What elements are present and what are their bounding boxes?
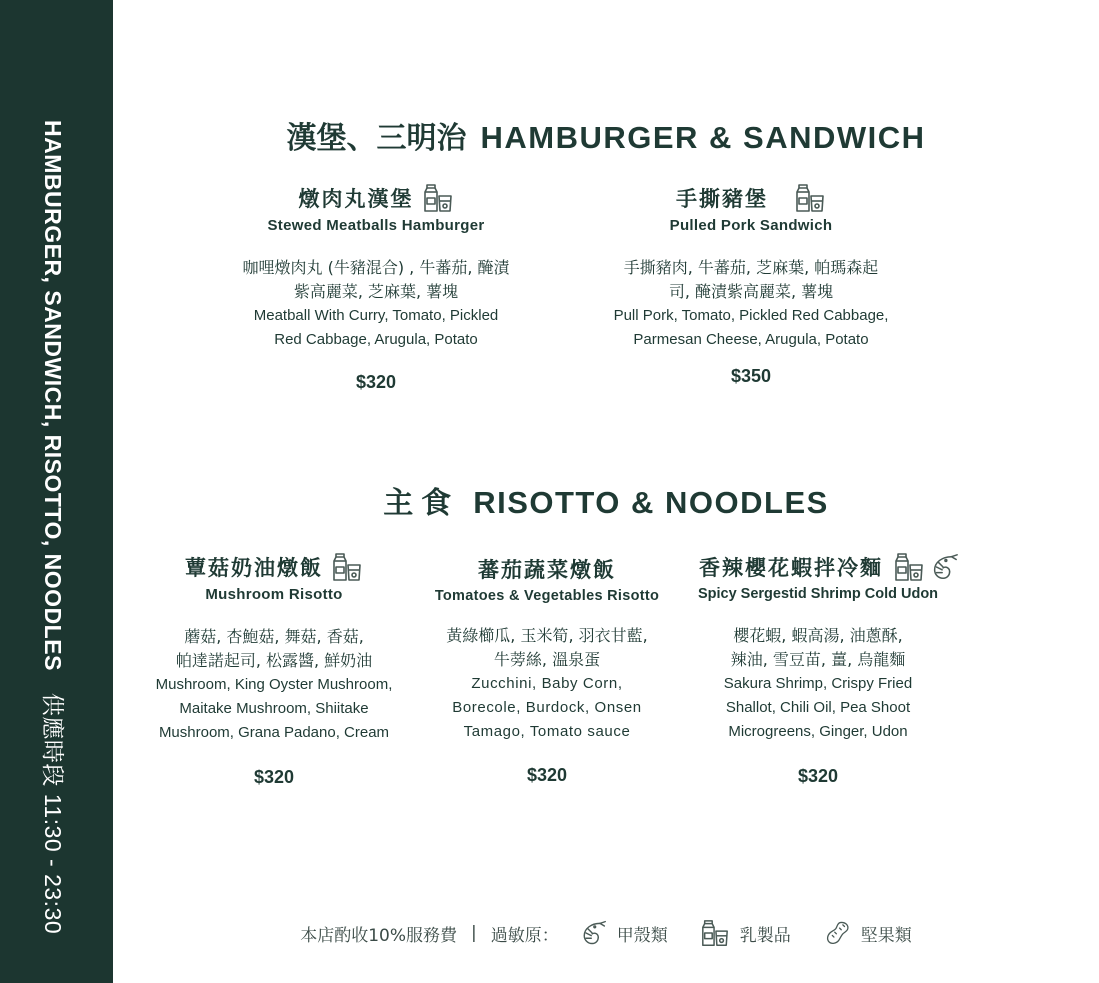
desc-line: 帕達諾起司, 松露醬, 鮮奶油 <box>175 651 373 670</box>
allergen-label: 過敏原： <box>490 925 559 946</box>
desc-line: 黃綠櫛瓜, 玉米筍, 羽衣甘藍, <box>446 626 648 645</box>
desc-line: 紫高麗菜, 芝麻葉, 薯塊 <box>293 282 459 301</box>
item-price: $320 <box>253 767 295 787</box>
item-desc-zh <box>418 624 676 672</box>
dairy-icon <box>331 551 363 583</box>
dairy-icon <box>893 551 925 583</box>
item-desc-en <box>680 672 956 744</box>
desc-line: 櫻花蝦, 蝦高湯, 油蔥酥, <box>733 626 903 645</box>
item-name-zh: 香辣櫻花蝦拌冷麵 <box>699 556 883 580</box>
desc-line: Parmesan Cheese, Arugula, Potato <box>633 331 869 348</box>
sidebar-vertical-text <box>38 120 71 934</box>
item-name-en: Stewed Meatballs Hamburger <box>267 217 485 234</box>
item-name-zh: 蕃茄蔬菜燉飯 <box>478 558 616 582</box>
section-title-risotto <box>113 478 1099 522</box>
item-price: $320 <box>526 765 568 785</box>
section-title-burger <box>113 113 1099 157</box>
desc-line: Maitake Mushroom, Shiitake <box>179 700 369 717</box>
dairy-icon <box>422 182 454 214</box>
menu-item-shrimp-udon <box>680 550 956 787</box>
allergen-legend-dairy <box>700 918 791 948</box>
dairy-icon <box>794 182 826 214</box>
item-name-en: Pulled Pork Sandwich <box>669 217 833 234</box>
service-charge-note: 本店酌收10%服務費 <box>300 925 458 946</box>
item-desc-en <box>138 673 410 745</box>
desc-line: Zucchini, Baby Corn, <box>471 675 623 692</box>
desc-line: 蘑菇, 杏鮑菇, 舞菇, 香菇, <box>184 627 364 646</box>
allergen-shellfish-label: 甲殼類 <box>616 925 668 946</box>
item-desc-en <box>418 672 676 744</box>
desc-line: Pull Pork, Tomato, Pickled Red Cabbage, <box>613 307 889 324</box>
desc-line: 司, 醃漬紫高麗菜, 薯塊 <box>668 282 834 301</box>
shellfish-icon <box>579 919 607 947</box>
desc-line: 辣油, 雪豆苗, 薑, 烏龍麵 <box>730 650 906 669</box>
allergen-dairy-label: 乳製品 <box>739 925 791 946</box>
item-name-en: Spicy Sergestid Shrimp Cold Udon <box>697 586 939 602</box>
section-title-en: HAMBURGER & SANDWICH <box>480 120 926 155</box>
desc-line: Red Cabbage, Arugula, Potato <box>274 331 478 348</box>
desc-line: Sakura Shrimp, Crispy Fried <box>723 675 913 692</box>
footer <box>113 918 1099 948</box>
section-title-zh: 主食 <box>383 486 460 521</box>
item-desc-en <box>591 304 911 352</box>
shellfish-icon <box>929 552 959 582</box>
desc-line: Mushroom, Grana Padano, Cream <box>158 724 390 741</box>
desc-line: Meatball With Curry, Tomato, Pickled <box>253 307 499 324</box>
menu-item-meatball-burger <box>226 181 526 393</box>
desc-line: Tamago, Tomato sauce <box>463 723 631 740</box>
desc-line: Microgreens, Ginger, Udon <box>728 723 908 740</box>
sidebar-title: HAMBURGER, SANDWICH, RISOTTO, NOODLES <box>40 120 66 671</box>
dairy-icon <box>700 918 730 948</box>
service-hours: 供應時段 11:30 - 23:30 <box>40 692 66 935</box>
sidebar <box>0 0 113 983</box>
desc-line: Borecole, Burdock, Onsen <box>452 699 642 716</box>
desc-line: Shallot, Chili Oil, Pea Shoot <box>725 699 911 716</box>
desc-line: Mushroom, King Oyster Mushroom, <box>155 676 393 693</box>
menu-item-tomato-risotto <box>418 552 676 786</box>
item-price: $350 <box>730 366 772 386</box>
section-title-en: RISOTTO & NOODLES <box>473 485 829 520</box>
item-desc-en <box>226 304 526 352</box>
item-name-zh: 燉肉丸漢堡 <box>298 187 414 211</box>
allergen-legend-nuts <box>825 920 912 946</box>
item-price: $320 <box>355 372 397 392</box>
section-title-zh: 漢堡、三明治 <box>286 121 467 156</box>
desc-line: 牛蒡絲, 溫泉蛋 <box>493 650 601 669</box>
allergen-legend-shellfish <box>579 919 668 947</box>
nut-icon <box>825 920 851 946</box>
footer-separator: | <box>471 923 477 943</box>
allergen-nuts-label: 堅果類 <box>860 925 912 946</box>
item-desc-zh <box>591 256 911 304</box>
item-name-zh: 蕈菇奶油燉飯 <box>185 556 323 580</box>
item-name-en: Mushroom Risotto <box>205 586 343 603</box>
menu-item-mushroom-risotto <box>138 550 410 788</box>
item-price: $320 <box>797 766 839 786</box>
desc-line: 咖哩燉肉丸 (牛豬混合) , 牛蕃茄, 醃漬 <box>242 258 510 277</box>
menu-item-pulled-pork <box>591 181 911 387</box>
item-name-en: Tomatoes & Vegetables Risotto <box>434 588 660 604</box>
desc-line: 手撕豬肉, 牛蕃茄, 芝麻葉, 帕瑪森起 <box>623 258 879 277</box>
item-name-zh: 手撕豬堡 <box>676 187 768 211</box>
item-desc-zh <box>138 625 410 673</box>
item-desc-zh <box>226 256 526 304</box>
item-desc-zh <box>680 624 956 672</box>
